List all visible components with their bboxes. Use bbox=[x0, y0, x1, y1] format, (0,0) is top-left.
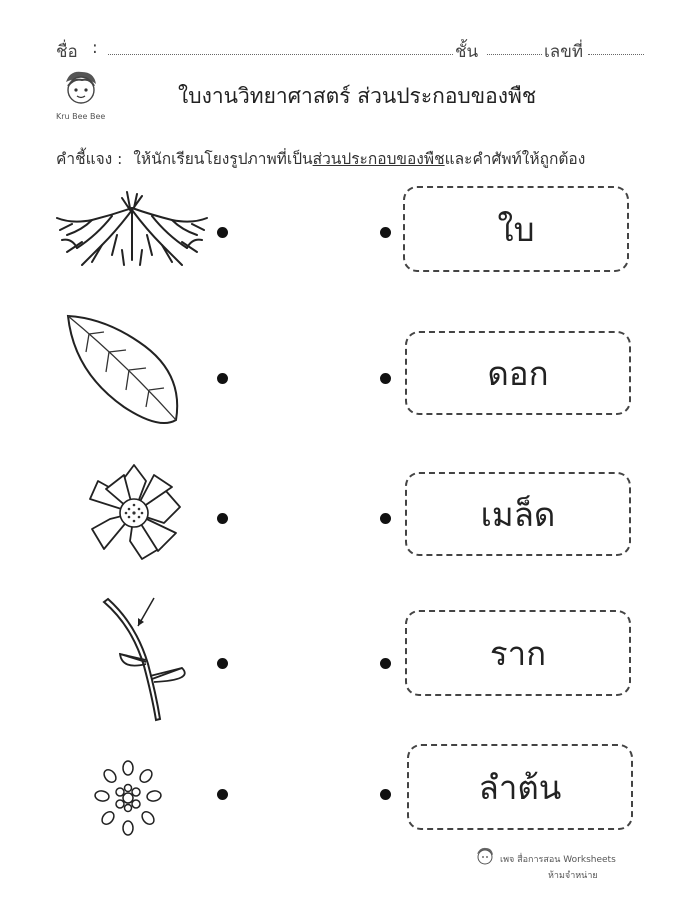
instruction-text-underlined: ส่วนประกอบของพืช bbox=[312, 150, 445, 168]
left-dot-1[interactable] bbox=[217, 227, 228, 238]
class-field[interactable] bbox=[487, 54, 542, 55]
word-box-4[interactable] bbox=[405, 610, 631, 696]
word-box-1[interactable] bbox=[403, 186, 629, 272]
picture-roots bbox=[52, 190, 212, 270]
leaf-icon bbox=[64, 312, 184, 426]
right-dot-1[interactable] bbox=[380, 227, 391, 238]
flower-icon bbox=[84, 463, 184, 563]
number-field[interactable] bbox=[588, 54, 644, 55]
logo-caption: Kru Bee Bee bbox=[56, 112, 106, 121]
name-field[interactable] bbox=[108, 54, 453, 55]
left-dot-3[interactable] bbox=[217, 513, 228, 524]
number-label: เลขที่ bbox=[544, 42, 584, 62]
word-box-2[interactable] bbox=[405, 331, 631, 415]
word-label: ลำต้น bbox=[478, 767, 562, 807]
instruction-label: คำชี้แจง : bbox=[56, 150, 123, 168]
footer-line2: ห้ามจำหน่าย bbox=[548, 871, 598, 881]
right-dot-3[interactable] bbox=[380, 513, 391, 524]
left-dot-2[interactable] bbox=[217, 373, 228, 384]
word-label: ใบ bbox=[497, 209, 535, 249]
right-dot-4[interactable] bbox=[380, 658, 391, 669]
roots-icon bbox=[52, 190, 212, 270]
instruction-text-after: และคำศัพท์ให้ถูกต้อง bbox=[444, 150, 586, 168]
right-dot-5[interactable] bbox=[380, 789, 391, 800]
word-box-5[interactable] bbox=[407, 744, 633, 830]
right-dot-2[interactable] bbox=[380, 373, 391, 384]
footer-line1: เพจ สื่อการสอน Worksheets bbox=[500, 855, 616, 865]
instruction-text-before: ให้นักเรียนโยงรูปภาพที่เป็น bbox=[133, 150, 313, 168]
footer-face-icon bbox=[474, 846, 496, 866]
word-label: ดอก bbox=[487, 353, 549, 393]
name-label: ชื่อ bbox=[56, 42, 78, 62]
name-colon: : bbox=[92, 38, 98, 58]
seeds-icon bbox=[96, 760, 160, 838]
picture-stem bbox=[98, 596, 198, 724]
left-dot-5[interactable] bbox=[217, 789, 228, 800]
logo bbox=[56, 68, 106, 112]
class-label: ชั้น bbox=[455, 42, 479, 62]
instruction bbox=[56, 146, 585, 171]
stem-icon bbox=[98, 596, 198, 724]
word-label: ราก bbox=[489, 633, 547, 673]
word-box-3[interactable] bbox=[405, 472, 631, 556]
kru-bee-bee-face-icon bbox=[56, 68, 106, 112]
picture-flower bbox=[84, 463, 184, 563]
footer-logo bbox=[474, 846, 496, 866]
word-label: เมล็ด bbox=[480, 494, 556, 534]
left-dot-4[interactable] bbox=[217, 658, 228, 669]
picture-leaf bbox=[64, 312, 184, 426]
picture-seeds bbox=[96, 760, 160, 838]
page-title: ใบงานวิทยาศาสตร์ ส่วนประกอบของพืช bbox=[178, 84, 537, 108]
